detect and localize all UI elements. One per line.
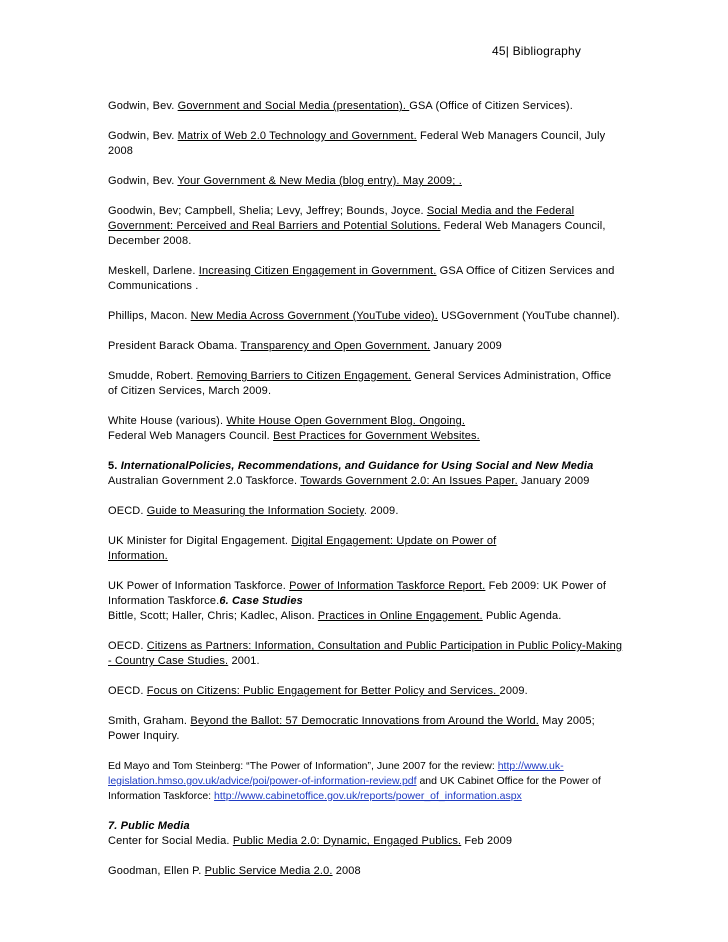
entry-author: OECD.	[108, 640, 147, 652]
entry-title-link[interactable]: White House Open Government Blog. Ongoing.	[226, 415, 466, 427]
entry-title-link[interactable]: Public Service Media 2.0.	[204, 865, 333, 877]
entry-title-link[interactable]: Social Media and the Federal Government: Perceived and Real Barriers and Potential Solutions.	[108, 205, 575, 232]
bib-section-7	[108, 819, 623, 849]
bib-entry	[108, 204, 623, 249]
entry-title-link[interactable]: Towards Government 2.0: An Issues Paper.	[300, 475, 518, 487]
entry-detail: 2009.	[499, 685, 528, 697]
entry-title-link[interactable]: Digital Engagement: Update on Power of Information.	[108, 535, 497, 562]
bib-entry	[108, 714, 623, 744]
entry-detail: GSA Office of Citizen Services and Communications .	[108, 265, 615, 292]
entry-title-link[interactable]: Focus on Citizens: Public Engagement for Better Policy and Services.	[146, 685, 500, 697]
bib-entry	[108, 369, 623, 399]
section-title: InternationalPolicies, Recommendations, and Guidance for Using Social and New Media	[120, 460, 594, 472]
entry-author: White House (various).	[108, 415, 227, 427]
entry-author: Federal Web Managers Council.	[108, 430, 274, 442]
section-title: 6. Case Studies	[219, 595, 303, 607]
entry-detail: USGovernment (YouTube channel).	[437, 310, 620, 322]
entry-author: Phillips, Macon.	[108, 310, 191, 322]
bib-entry	[108, 99, 623, 114]
entry-title-link[interactable]: Transparency and Open Government.	[240, 340, 431, 352]
bib-entry	[108, 864, 623, 879]
entry-title-link[interactable]: Practices in Online Engagement.	[317, 610, 483, 622]
entry-author: Godwin, Bev.	[108, 175, 178, 187]
entry-detail: May 2005; Power Inquiry.	[108, 715, 595, 742]
entry-title-link[interactable]: Increasing Citizen Engagement in Government.	[198, 265, 437, 277]
entry-title-link[interactable]: Best Practices for Government Websites.	[273, 430, 480, 442]
bib-entry	[108, 579, 623, 609]
entry-author: Goodman, Ellen P.	[108, 865, 205, 877]
bib-entry	[108, 309, 623, 324]
bib-section-6	[108, 579, 623, 624]
entry-author: OECD.	[108, 685, 147, 697]
entry-author: Australian Government 2.0 Taskforce.	[108, 475, 301, 487]
bib-entry	[108, 609, 623, 624]
entry-detail: GSA (Office of Citizen Services).	[409, 100, 573, 112]
entry-detail: January 2009	[517, 475, 590, 487]
section-title: 7. Public Media	[108, 820, 190, 832]
entry-author: Ed Mayo and Tom Steinberg: “The Power of Information”, June 2007 for the review:	[108, 760, 498, 772]
entry-title-link[interactable]: Public Media 2.0: Dynamic, Engaged Publics.	[232, 835, 462, 847]
entry-detail: 2008	[332, 865, 361, 877]
url-link[interactable]: http://www.cabinetoffice.gov.uk/reports/power_of_information.aspx	[214, 790, 522, 802]
entry-author: UK Power of Information Taskforce.	[108, 580, 290, 592]
entry-detail: . 2009.	[363, 505, 399, 517]
entry-detail: Feb 2009	[461, 835, 513, 847]
entry-author: Bittle, Scott; Haller, Chris; Kadlec, Alison.	[108, 610, 318, 622]
entry-author: Godwin, Bev.	[108, 100, 178, 112]
entry-title-link[interactable]: Removing Barriers to Citizen Engagement.	[196, 370, 412, 382]
bib-entry	[108, 684, 623, 699]
bib-section-5	[108, 459, 623, 489]
entry-detail: Feb 2009: UK Power of Information Taskforce.	[108, 580, 607, 607]
bib-entry	[108, 504, 623, 519]
entry-title-link[interactable]: Your Government & New Media (blog entry). May 2009; .	[177, 175, 462, 187]
bibliography-list	[108, 99, 623, 894]
bib-entry	[108, 759, 623, 804]
bib-entry	[108, 414, 623, 429]
entry-detail: Federal Web Managers Council, December 2008.	[108, 220, 606, 247]
section-number: 5.	[108, 460, 121, 472]
entry-detail: Public Agenda.	[482, 610, 562, 622]
page-header: 45| Bibliography	[492, 44, 582, 58]
bib-entry	[108, 174, 623, 189]
bib-entry	[108, 474, 623, 489]
entry-author: Smith, Graham.	[108, 715, 191, 727]
bib-entry	[108, 339, 623, 354]
bib-entry	[108, 834, 623, 849]
entry-detail: Federal Web Managers Council, July 2008	[108, 130, 606, 157]
entry-title-link[interactable]: Guide to Measuring the Information Society	[146, 505, 364, 517]
entry-detail: and UK Cabinet Office for the Power of Information Taskforce:	[108, 775, 601, 802]
bib-entry	[108, 429, 623, 444]
entry-detail: January 2009	[430, 340, 502, 352]
bib-entry	[108, 264, 623, 294]
entry-author: Smudde, Robert.	[108, 370, 197, 382]
entry-title-link[interactable]: Matrix of Web 2.0 Technology and Government.	[177, 130, 417, 142]
bib-entry	[108, 534, 498, 564]
entry-author: Meskell, Darlene.	[108, 265, 199, 277]
entry-title-link[interactable]: Beyond the Ballot: 57 Democratic Innovations from Around the World.	[190, 715, 539, 727]
entry-detail: General Services Administration, Office of Citizen Services, March 2009.	[108, 370, 612, 397]
entry-author: OECD.	[108, 505, 147, 517]
entry-title-link[interactable]: Citizens as Partners: Information, Consultation and Public Participation in Public Policy-Making - Country Case Studies.	[108, 640, 623, 667]
bib-entry	[108, 129, 623, 159]
entry-author: Goodwin, Bev; Campbell, Shelia; Levy, Jeffrey; Bounds, Joyce.	[108, 205, 427, 217]
entry-author: Center for Social Media.	[108, 835, 233, 847]
entry-title-link[interactable]: Power of Information Taskforce Report.	[289, 580, 486, 592]
entry-detail: 2001.	[228, 655, 260, 667]
entry-title-link[interactable]: New Media Across Government (YouTube video).	[190, 310, 438, 322]
entry-author: UK Minister for Digital Engagement.	[108, 535, 292, 547]
entry-title-link[interactable]: Government and Social Media (presentation).	[177, 100, 410, 112]
bib-entry	[108, 639, 623, 669]
section-heading	[108, 459, 623, 474]
url-link[interactable]: http://www.uk-legislation.hmso.gov.uk/advice/poi/power-of-information-review.pdf	[108, 760, 564, 787]
entry-author: President Barack Obama.	[108, 340, 241, 352]
entry-author: Godwin, Bev.	[108, 130, 178, 142]
